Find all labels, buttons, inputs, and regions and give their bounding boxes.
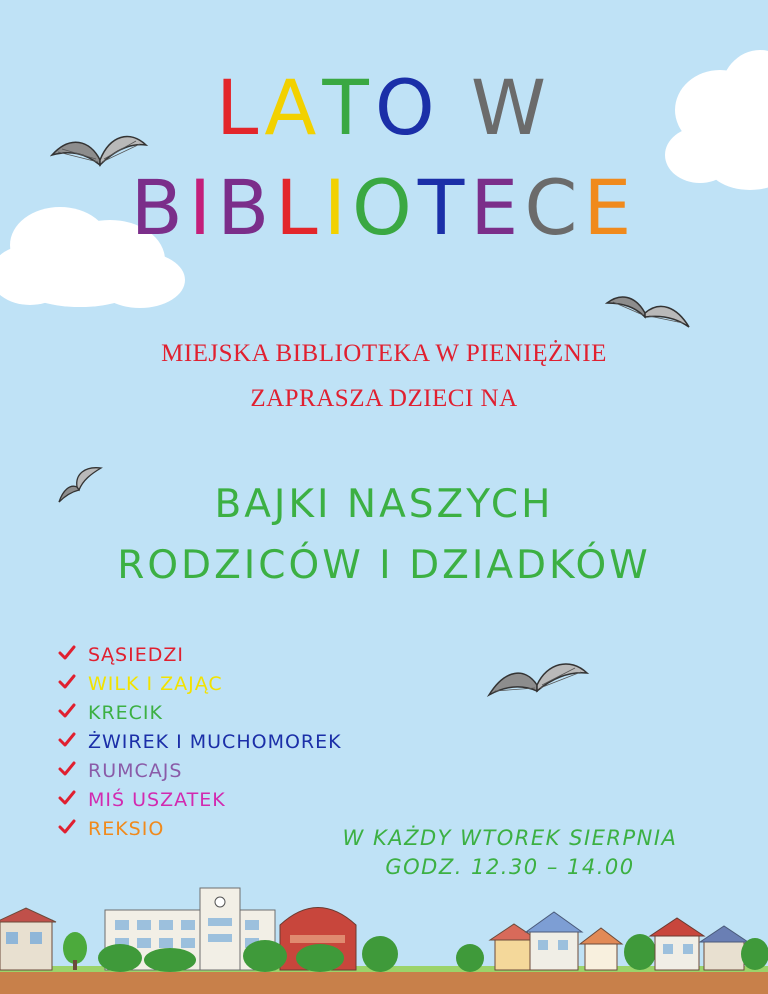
check-icon <box>58 819 88 839</box>
show-list <box>58 640 478 843</box>
show-item <box>58 727 478 756</box>
title-line-2-letter: B <box>217 163 276 252</box>
show-item <box>58 669 478 698</box>
title-line-1-letter <box>441 70 471 146</box>
show-item <box>58 785 478 814</box>
show-name: REKSIO <box>88 817 165 840</box>
show-name: WILK I ZAJĄC <box>88 672 223 695</box>
title-line-1-letter: A <box>264 63 323 152</box>
show-name: ŻWIREK I MUCHOMOREK <box>88 730 342 753</box>
title-line-2 <box>0 163 768 252</box>
schedule-line-1: W KAŻDY WTOREK SIERPNIA <box>342 826 678 850</box>
invitation-line-2: ZAPRASZA DZIECI NA <box>250 385 518 412</box>
title-line-2-letter: L <box>275 163 324 252</box>
check-icon <box>58 645 88 665</box>
show-name: RUMCAJS <box>88 759 183 782</box>
title-line-2-letter: I <box>323 163 353 252</box>
event-title-line-2: RODZICÓW I DZIADKÓW <box>117 543 651 588</box>
show-name: SĄSIEDZI <box>88 643 184 666</box>
flying-book-icon <box>485 655 590 710</box>
title-line-2-letter: E <box>470 163 525 252</box>
title-line-1-letter: W <box>470 63 552 152</box>
title-line-2-letter: O <box>352 163 418 252</box>
check-icon <box>58 674 88 694</box>
title-line-2-letter: B <box>130 163 189 252</box>
show-item <box>58 640 478 669</box>
show-name: MIŚ USZATEK <box>88 788 226 811</box>
show-item <box>58 756 478 785</box>
invitation-line-1: MIEJSKA BIBLIOTEKA W PIENIĘŻNIE <box>161 340 607 367</box>
schedule-line-2: GODZ. 12.30 – 14.00 <box>385 855 635 879</box>
title-line-2-letter: T <box>417 163 471 252</box>
check-icon <box>58 790 88 810</box>
title-line-2-letter: C <box>524 163 584 252</box>
check-icon <box>58 761 88 781</box>
title-line-1-letter: L <box>216 63 265 152</box>
event-title-line-1: BAJKI NASZYCH <box>214 482 554 527</box>
title-line-1 <box>0 63 768 152</box>
title-line-2-letter: I <box>188 163 218 252</box>
flying-book-icon <box>605 285 693 340</box>
show-name: KRECIK <box>88 701 163 724</box>
check-icon <box>58 732 88 752</box>
title-line-1-letter: O <box>374 63 441 152</box>
show-item <box>58 698 478 727</box>
title-line-2-letter: E <box>583 163 638 252</box>
town-illustration <box>0 870 768 994</box>
check-icon <box>58 703 88 723</box>
title-line-1-letter: T <box>322 63 375 152</box>
